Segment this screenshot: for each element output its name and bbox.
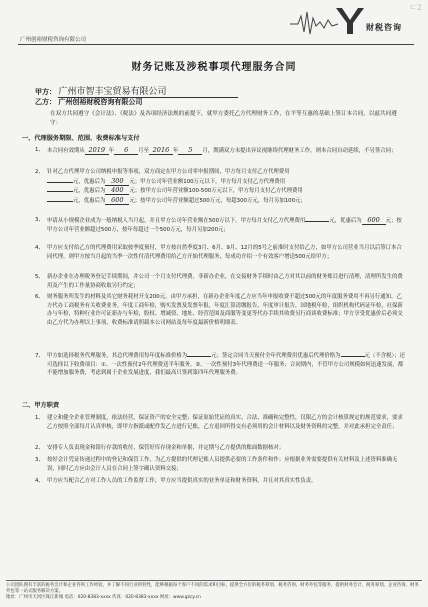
footer-contact: 地址：广州市天河区珠江新城 电话：020-8383-xxxx 传真：020-8383-xxxx 网址：www.gzcy.cn: [6, 595, 201, 600]
header-company-name: 广州创裕财税咨询有限公司: [20, 37, 87, 43]
fee-under-100w-discount[interactable]: 400: [105, 186, 129, 195]
end-year-field[interactable]: 2016: [149, 146, 173, 155]
section-2-item-4: 4、 甲方应当配合乙方对工作人员的工作监督工作，甲方应当提供真实的业务单证和财务资料，并且对其真实性负责。: [35, 478, 317, 484]
section-1-item-7: 7、 甲方如选择税务代理服务，其总代理费用每年度标准价格为 元；签定合同当天预付全年代理费用优惠后代理价格为 元（不含税）；还可选择以下收费项目：①、一次性预付2年代理费送半年服务，②、一次性预付3年代理费送一年服务；合同期内，不管甲方公司规模如何迅速发展，都不能增加服务费，考虑到属于企业发展进度，我们最高只签到第四年代理服务费。: [35, 353, 405, 377]
contract-intro: 在双方共同遵守《会计法》、《税法》及各项经济法规的前提下，就甲方委托乙方代理财务工作，在平等互惠的基础上签订本合同，以兹共同遵守：: [50, 111, 397, 126]
annual-fee-discount-field[interactable]: [341, 356, 365, 357]
party-b-label: 乙方：: [35, 98, 56, 106]
section-1-item-1: 1、 本合同有效期从 2019 年 6 月至 2016 年 5 月，期满双方未提出异议视继续代理财务工作，则本合同自动延续，不另签合同；: [35, 146, 397, 154]
section-2-item-1: 1、 建立和健全企业管理制度，依法经营，保证资产的安全完整；保证原始凭证的真实、合法、准确和完整性，仅限乙方的会计核算规定的规范要求，要求乙方按照全部每月认真审核，即甲方指派或配件发乙方进行记账，乙方退回所得交有必须用的会计材料以及财务资料的完整，并对此承担完全责任；: [35, 415, 403, 430]
section-1-item-3: 3、 申请从小规模企业成为一般纳税人当月起，并且甲方公司年营业额在500万以下，甲方每月支付乙方代理费用 元，优惠后为 600 元；按甲方公司年营业额超过500万，按年每超过一个500万元，每月另加200元；: [35, 216, 402, 233]
section-1-item-2: 2、 针对乙方代理甲方公司纳税申报等事项，双方商定在甲方公司零申报期间，甲方每月支付乙方代理费用 元，优惠后为 300 元；甲方公司年营业额100万元以下，甲方每月支付乙方代理费用 元，优惠后为 400 元；按甲方公司年营业额100-500万元以下，甲方每月支付乙方代理费用 元，优惠后为 600 元；按甲方公司年营业额超过500万元，每超300万元，每月另加100元；: [35, 169, 306, 204]
fee-general-taxpayer-discount[interactable]: 600: [362, 216, 386, 225]
start-month-field[interactable]: 6: [114, 146, 138, 155]
section-2-item-2: 2、 安排专人负责现金和银行存款的收付，保管好库存现金和单据，并定期与乙方提供的账面数据核对；: [35, 445, 285, 451]
party-b-value: 广州创裕财税咨询有限公司: [58, 98, 143, 106]
logo-text: 财税咨询: [366, 23, 402, 32]
fee-zero-filing-std[interactable]: [47, 182, 73, 183]
section-1-item-5: 5、 新办企业在办理税务登记手续期间，并公司一个月支付代理费，非新办企业，在交接财务手续时由乙方对其以前的财务账目进行清理，清理所发生的费用及产生的工作量协商收取另行约定；: [35, 274, 403, 289]
fee-under-100w-std[interactable]: [47, 191, 73, 192]
party-a-value: 广州市智丰宝贸易有限公司: [58, 84, 238, 98]
section-1-title: 一、代理服务期限、范围、收费标准与支付: [22, 135, 140, 142]
section-2-item-3: 3、 按好会计凭证传递过程中的登记和保管工作，为乙方提供的代理记账人员提供必要的工作条件和作；应根据业务需要提供有关材料及上述资料准确无误，同时乙方应由会计人员在合同上签字确认资料交接；: [35, 457, 398, 472]
section-1-item-6: 6、 财务服务所发生的材料及其它财务耗材开支200元，由甲方承担，在新办企业年度乙方应当年申报收费不超过500元的年度服务费用不再另行通知。乙方代办工商税务有关收费业务，年度工商年检，购买发票及发票年报，年度汇算清缴报告，年度审计报告，国地税年检，组织机构代码证年检，社保新办与年检，特种行业许可证新办与年检，股权、增减资、地址、经营范围及商服等变更等代办手续其收费另行商谈收费标准；甲方享受优惠价后必须交由乙方代为办理以上事项，收费标准请照载本公司网站及每年度最新价格明细表。: [35, 294, 403, 326]
page-corner-mark: ㄷ2: [409, 3, 422, 12]
company-logo: [288, 4, 418, 40]
annual-fee-std-field[interactable]: [187, 356, 211, 357]
fee-general-taxpayer-std[interactable]: [305, 221, 329, 222]
fee-100-500w-discount[interactable]: 600: [105, 196, 129, 205]
fee-100-500w-std[interactable]: [47, 201, 73, 202]
start-year-field[interactable]: 2019: [85, 146, 109, 155]
header-divider: [18, 44, 414, 45]
page-footer: [6, 580, 422, 601]
fee-zero-filing-discount[interactable]: 300: [105, 177, 129, 186]
contract-title: 财务记账及涉税事项代理服务合同: [131, 62, 297, 73]
end-month-field[interactable]: 5: [178, 146, 202, 155]
party-a-label: 甲方：: [35, 88, 56, 96]
section-1-item-4: 4、 甲方应支付给乙方的代理费用采取按季度预付，甲方按自然季度3月、6月、9月、12月的5号之前准时支付给乙方，如甲方公司营业当月以后签订本合同代理，则甲方按当月起的当季一次性付清代理费用给乙方开始代理服务，每成功介绍一个有效客户增送500元给甲方；: [35, 245, 402, 260]
party-b-row: [35, 97, 142, 107]
party-a-row: [35, 84, 238, 98]
section-2-title: 二、甲方职责: [22, 402, 60, 409]
footer-description: 公司团队拥有丰富的税务会计和企业咨询工作经验，并了解不同行业的特性，能够根据每个客户不同的需求和目标，提供全方位的税务筹划、税务咨询、财务外包等服务，提供财务会计、税务筹划、企业咨询、财务外包等一站式服务解决方案。: [6, 583, 419, 594]
